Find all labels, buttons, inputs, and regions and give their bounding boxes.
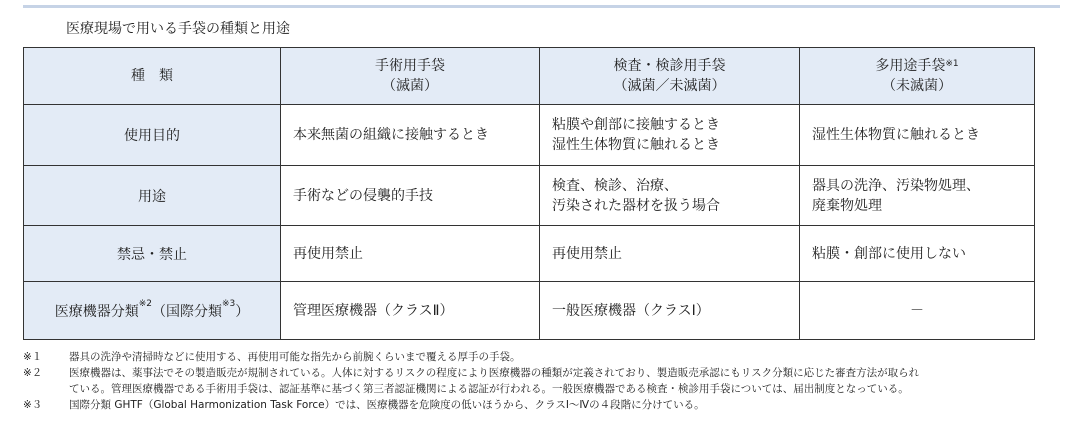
- table-row: [24, 105, 1035, 166]
- header-type-label: 種 類: [24, 48, 281, 105]
- cell-utility-prohibition: 粘膜・創部に使用しない: [800, 226, 1035, 282]
- header-row: [24, 48, 1035, 105]
- row-label-classification: [24, 282, 281, 340]
- note-ref-3: ※3: [222, 298, 236, 309]
- footnote-mark: ※１: [23, 351, 43, 363]
- glove-table: [23, 47, 1035, 340]
- footnote-text: 国際分類 GHTF（Global Harmonization Task Force）では、医療機器を危険度の低いほうから、クラスⅠ～Ⅳの４段階に分けている。: [69, 399, 705, 411]
- footnotes: [23, 349, 1063, 413]
- footnote: [23, 397, 1063, 413]
- header-surgical-gloves: [281, 48, 540, 105]
- note-ref-2: ※2: [138, 298, 152, 309]
- cell-surgical-class: 管理医療機器（クラスⅡ）: [281, 282, 540, 340]
- cell-exam-purpose: 粘膜や創部に接触するとき 湿性生体物質に触れるとき: [540, 105, 800, 166]
- cell-utility-class: －: [800, 282, 1035, 340]
- row-label-use: 用途: [24, 166, 281, 226]
- footnote-text: 医療機器は、薬事法でその製造販売が規制されている。人体に対するリスクの程度により医療機器の種類が定義されており、製造販売承認にもリスク分類に応じた審査方法が取られ ている。管理医療機器である手術用手袋は、認証基準に基づく第三者認証機関による認証が行われる。一般医療機器である検査・検診用手袋については、届出制度となっている。: [69, 367, 920, 395]
- header-exam-sterility: （滅菌／未滅菌）: [613, 78, 726, 94]
- classification-label: 医療機器分類: [54, 303, 139, 320]
- footnote-text: 器具の洗浄や清掃時などに使用する、再使用可能な指先から前腕くらいまで覆える厚手の手袋。: [69, 351, 521, 363]
- top-rule: [23, 5, 1060, 8]
- row-label-purpose: 使用目的: [24, 105, 281, 166]
- footnote: [23, 349, 1063, 365]
- closing-paren: ）: [235, 303, 250, 320]
- header-utility-name: 多用途手袋: [875, 58, 946, 74]
- cell-exam-use: 検査、検診、治療、 汚染された器材を扱う場合: [540, 166, 800, 226]
- header-exam-name: 検査・検診用手袋: [613, 58, 726, 74]
- header-exam-gloves: [540, 48, 800, 105]
- row-label-prohibition: 禁忌・禁止: [24, 226, 281, 282]
- intl-classification-label: （国際分類: [152, 303, 222, 320]
- footnote: [23, 365, 1063, 397]
- header-surgical-sterility: （滅菌）: [382, 78, 438, 94]
- cell-surgical-prohibition: 再使用禁止: [281, 226, 540, 282]
- cell-surgical-use: 手術などの侵襲的手技: [281, 166, 540, 226]
- note-ref-1: ※1: [945, 59, 959, 69]
- table-row: [24, 226, 1035, 282]
- footnote-mark: ※３: [23, 399, 43, 411]
- cell-exam-prohibition: 再使用禁止: [540, 226, 800, 282]
- page-title: 医療現場で用いる手袋の種類と用途: [66, 21, 290, 37]
- cell-utility-use: 器具の洗浄、汚染物処理、 廃棄物処理: [800, 166, 1035, 226]
- header-utility-sterility: （未滅菌）: [882, 78, 952, 94]
- cell-utility-purpose: 湿性生体物質に触れるとき: [800, 105, 1035, 166]
- header-utility-gloves: [800, 48, 1035, 105]
- cell-exam-class: 一般医療機器（クラスⅠ）: [540, 282, 800, 340]
- cell-surgical-purpose: 本来無菌の組織に接触するとき: [281, 105, 540, 166]
- header-surgical-name: 手術用手袋: [375, 58, 445, 74]
- table-row: [24, 166, 1035, 226]
- footnote-mark: ※２: [23, 367, 43, 379]
- table-row: [24, 282, 1035, 340]
